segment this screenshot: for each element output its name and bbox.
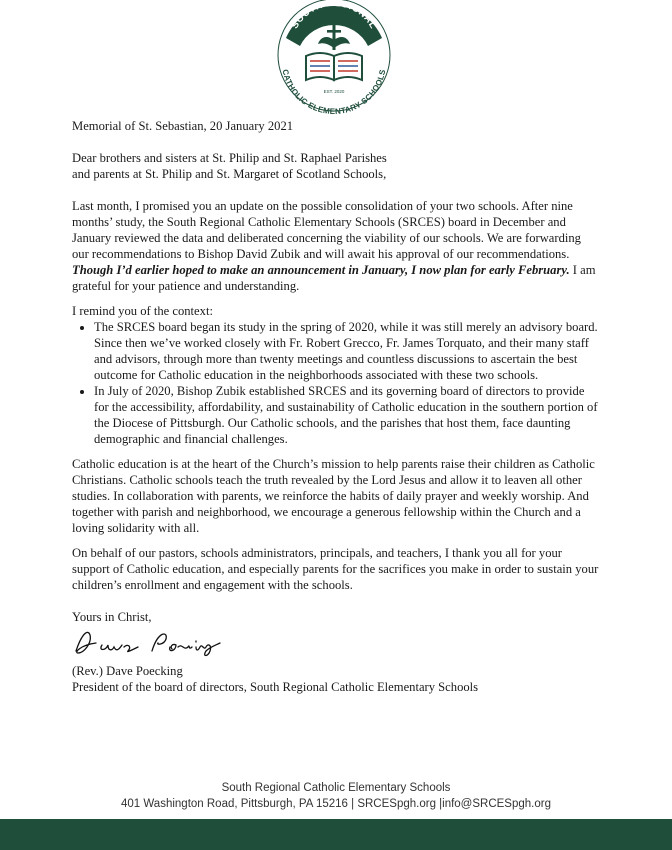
letter-body xyxy=(72,118,600,695)
paragraph-mission: Catholic education is at the heart of the Church’s mission to help parents raise their children as Catholic Christians. Catholic schools teach the truth revealed by the Lord Jesus and allow it to leaven all other studies. In collaboration with parents, we reinforce the habits of daily prayer and weekly worship. And together with parish and neighborhood, we encourage a generous fellowship within the Church and a loving solidarity with all. xyxy=(72,457,595,535)
closing: Yours in Christ, xyxy=(72,610,152,624)
footer-bar xyxy=(0,819,672,850)
logo-est: EST. 2020 xyxy=(323,89,345,94)
logo-arc-top: SOUTH REGIONAL xyxy=(289,0,379,31)
handwritten-signature xyxy=(72,625,242,659)
paragraph-update xyxy=(72,198,600,294)
signer-name: (Rev.) Dave Poecking xyxy=(72,664,183,678)
context-list xyxy=(72,319,600,447)
context-intro: I remind you of the context: xyxy=(72,304,213,318)
signer-title: President of the board of directors, South Regional Catholic Elementary Schools xyxy=(72,680,479,694)
salutation-line-1: Dear brothers and sisters at St. Philip and St. Raphael Parishes xyxy=(72,151,387,165)
letter-date: Memorial of St. Sebastian, 20 January 2021 xyxy=(72,119,294,133)
paragraph-update-end: I am grateful for your patience and understanding. xyxy=(72,263,596,293)
footer xyxy=(0,780,672,812)
context-bullet-1: • The SRCES board began its study in the spring of 2020, while it was still merely an advisory board. Since then we’ve worked closely with Fr. Robert Grecco, Fr. James Torquato, and their many staff and advisors, through more than twenty meetings and countless discussions to ascertain the best outcome for Catholic education in the neighborhoods associated with these two schools. xyxy=(94,319,600,383)
salutation-line-2: and parents at St. Philip and St. Margaret of Scotland Schools, xyxy=(72,167,387,181)
logo-arc-bottom: CATHOLIC ELEMENTARY SCHOOLS xyxy=(280,68,388,117)
paragraph-update-emphasis: Though I’d earlier hoped to make an announcement in January, I now plan for early February. xyxy=(72,263,570,277)
footer-contact: 401 Washington Road, Pittsburgh, PA 15216 | SRCESpgh.org |info@SRCESpgh.org xyxy=(121,798,551,810)
school-logo xyxy=(268,0,400,126)
paragraph-thanks: On behalf of our pastors, schools administrators, principals, and teachers, I thank you all for your support of Catholic education, and especially parents for the sacrifices you make in order to sustain your children’s enrollment and engagement with the schools. xyxy=(72,546,599,592)
context-bullet-2: • In July of 2020, Bishop Zubik established SRCES and its governing board of directors to provide for the accessibility, affordability, and sustainability of Catholic education in the southern portion of the Diocese of Pittsburgh. Our Catholic schools, and the parishes that host them, face daunting demographic and financial challenges. xyxy=(94,383,600,447)
paragraph-update-text: Last month, I promised you an update on the possible consolidation of your two schools. After nine months’ study, the South Regional Catholic Elementary Schools (SRCES) board in December and January reviewed the data and deliberated concerning the viability of our schools. We are forwarding our recommendations to Bishop David Zubik and will await his approval of our recommendations. xyxy=(72,199,581,261)
footer-org: South Regional Catholic Elementary Schools xyxy=(221,782,451,794)
salutation xyxy=(72,150,600,182)
